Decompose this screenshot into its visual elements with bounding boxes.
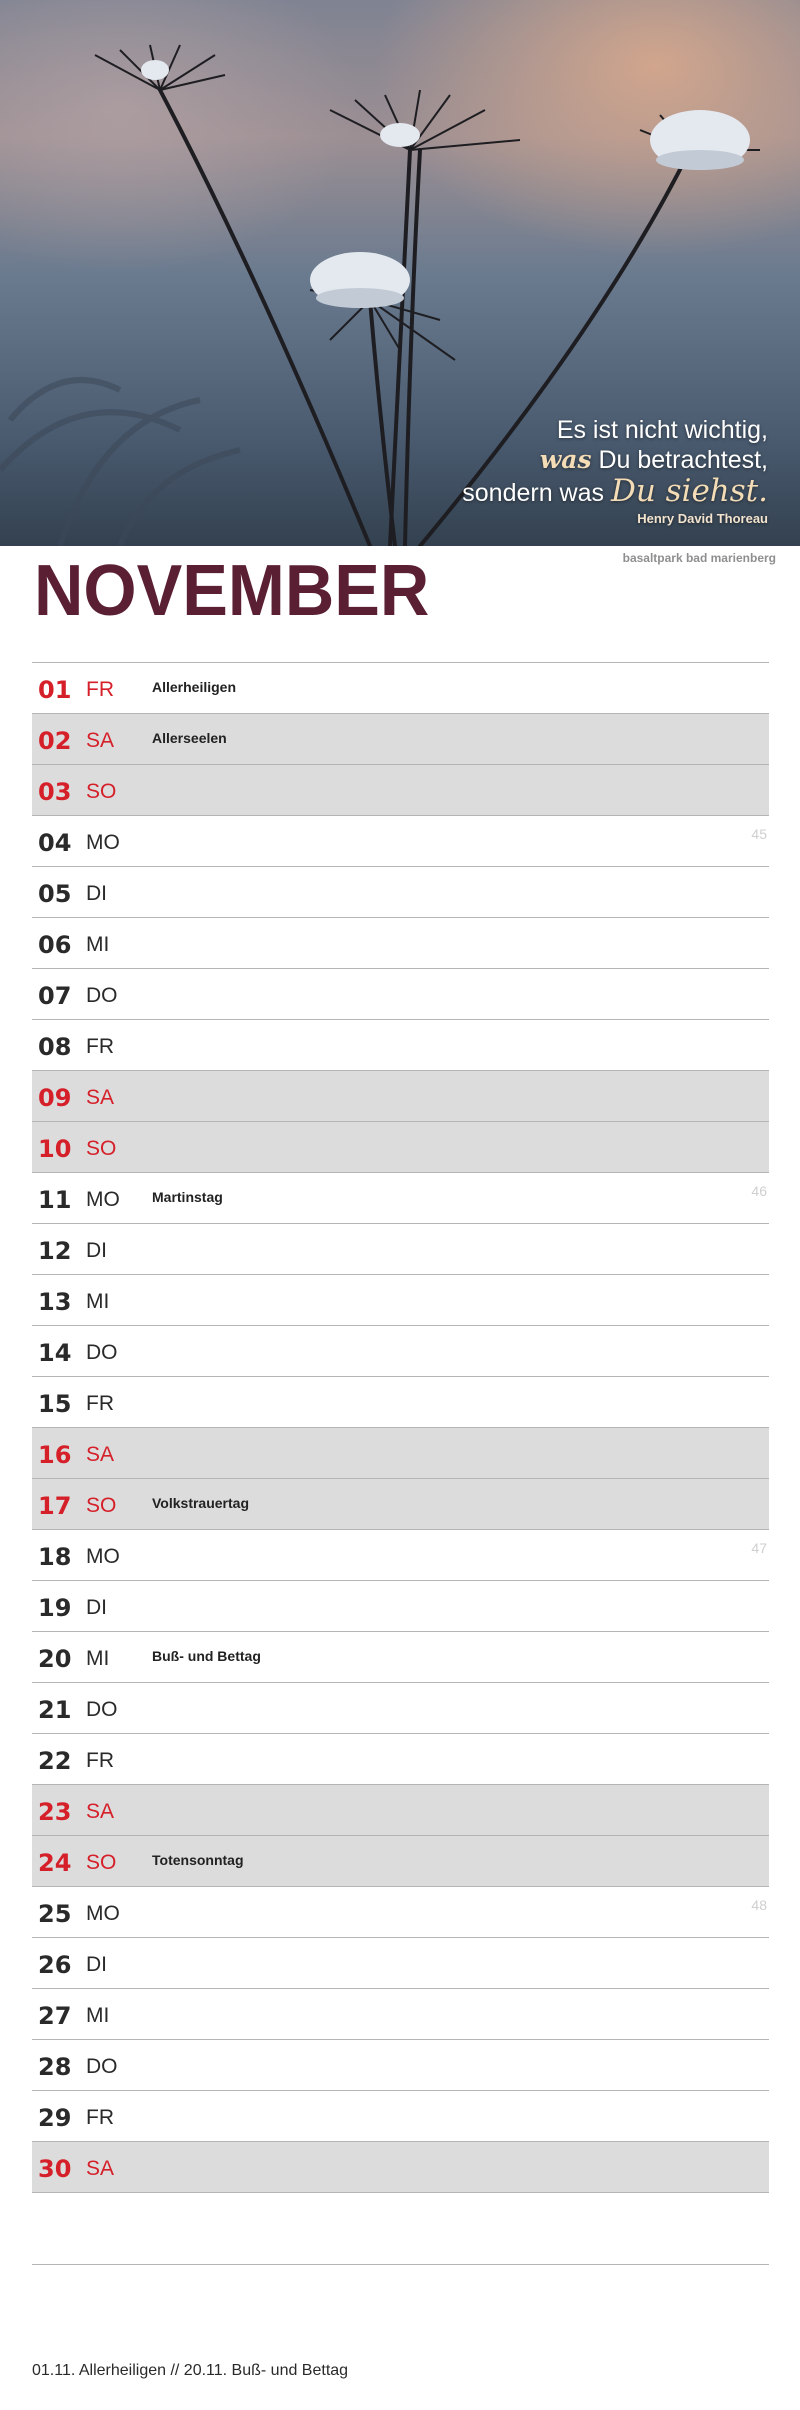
quote-block — [462, 415, 768, 526]
weekday-label: MO — [86, 831, 120, 854]
day-number: 03 — [38, 778, 72, 806]
holiday-label: Totensonntag — [152, 1852, 244, 1868]
day-number: 01 — [38, 676, 72, 704]
weekday-label: FR — [86, 1749, 114, 1772]
calendar-row — [32, 1989, 769, 2040]
week-number: 45 — [751, 826, 767, 842]
weekday-label: MI — [86, 1647, 110, 1670]
day-number: 19 — [38, 1594, 72, 1622]
day-number: 08 — [38, 1033, 72, 1061]
week-number: 48 — [751, 1897, 767, 1913]
calendar-row — [32, 663, 769, 714]
footer-holidays: 01.11. Allerheiligen // 20.11. Buß- und Bettag — [32, 2362, 349, 2379]
weekday-label: SA — [86, 729, 115, 752]
holiday-label: Allerseelen — [152, 730, 227, 746]
weekday-label: MI — [86, 1290, 110, 1313]
weekday-label: MI — [86, 2004, 110, 2027]
notes-divider — [32, 2264, 769, 2265]
calendar-row — [32, 1173, 769, 1224]
day-number: 10 — [38, 1135, 72, 1163]
day-number: 24 — [38, 1849, 72, 1877]
day-number: 21 — [38, 1696, 72, 1724]
weekday-label: FR — [86, 1392, 114, 1415]
calendar-grid — [32, 662, 769, 2193]
day-number: 09 — [38, 1084, 72, 1112]
calendar-row — [32, 2142, 769, 2193]
day-number: 02 — [38, 727, 72, 755]
photo-location: basaltpark bad marienberg — [622, 551, 776, 565]
weekday-label: DO — [86, 984, 118, 1007]
weekday-label: DI — [86, 1953, 107, 1976]
weekday-label: DO — [86, 1341, 118, 1364]
calendar-row — [32, 1836, 769, 1887]
day-number: 17 — [38, 1492, 72, 1520]
day-number: 05 — [38, 880, 72, 908]
calendar-row — [32, 1428, 769, 1479]
day-number: 06 — [38, 931, 72, 959]
weekday-label: DI — [86, 882, 107, 905]
quote-author: Henry David Thoreau — [637, 511, 768, 526]
holiday-label: Martinstag — [152, 1189, 223, 1205]
weekday-label: MO — [86, 1902, 120, 1925]
quote-accent-was: was — [539, 445, 592, 474]
weekday-label: SA — [86, 2157, 115, 2180]
calendar-row — [32, 1785, 769, 1836]
day-number: 07 — [38, 982, 72, 1010]
calendar-row — [32, 1479, 769, 1530]
quote-line-3-text: sondern was — [462, 479, 611, 507]
calendar-row — [32, 1683, 769, 1734]
calendar-row — [32, 1377, 769, 1428]
weekday-label: MI — [86, 933, 110, 956]
calendar-row — [32, 2040, 769, 2091]
calendar-row — [32, 1224, 769, 1275]
weekday-label: FR — [86, 678, 114, 701]
calendar-row — [32, 816, 769, 867]
holiday-label: Volkstrauertag — [152, 1495, 249, 1511]
month-title: NOVEMBER — [34, 551, 430, 631]
weekday-label: SO — [86, 1851, 117, 1874]
calendar-row — [32, 1938, 769, 1989]
holiday-label: Buß- und Bettag — [152, 1648, 261, 1664]
calendar-row — [32, 1275, 769, 1326]
calendar-row — [32, 1326, 769, 1377]
weekday-label: FR — [86, 1035, 114, 1058]
day-number: 15 — [38, 1390, 72, 1418]
weekday-label: MO — [86, 1545, 120, 1568]
quote-line-2-text: Du betrachtest, — [591, 446, 768, 474]
weekday-label: SO — [86, 780, 117, 803]
calendar-row — [32, 714, 769, 765]
day-number: 27 — [38, 2002, 72, 2030]
day-number: 13 — [38, 1288, 72, 1316]
weekday-label: DI — [86, 1596, 107, 1619]
calendar-row — [32, 1632, 769, 1683]
day-number: 04 — [38, 829, 72, 857]
calendar-row — [32, 1530, 769, 1581]
week-number: 47 — [751, 1540, 767, 1556]
weekday-label: FR — [86, 2106, 114, 2129]
day-number: 18 — [38, 1543, 72, 1571]
weekday-label: SO — [86, 1137, 117, 1160]
day-number: 29 — [38, 2104, 72, 2132]
day-number: 30 — [38, 2155, 72, 2183]
calendar-row — [32, 1122, 769, 1173]
day-number: 25 — [38, 1900, 72, 1928]
weekday-label: DO — [86, 1698, 118, 1721]
quote-line-1: Es ist nicht wichtig, — [556, 416, 768, 444]
day-number: 26 — [38, 1951, 72, 1979]
day-number: 22 — [38, 1747, 72, 1775]
weekday-label: DO — [86, 2055, 118, 2078]
calendar-row — [32, 1887, 769, 1938]
calendar-row — [32, 918, 769, 969]
day-number: 28 — [38, 2053, 72, 2081]
weekday-label: DI — [86, 1239, 107, 1262]
calendar-row — [32, 969, 769, 1020]
weekday-label: SA — [86, 1443, 115, 1466]
calendar-row — [32, 1581, 769, 1632]
day-number: 12 — [38, 1237, 72, 1265]
calendar-row — [32, 867, 769, 918]
quote-line-2 — [462, 445, 768, 475]
day-number: 11 — [38, 1186, 72, 1214]
week-number: 46 — [751, 1183, 767, 1199]
weekday-label: MO — [86, 1188, 120, 1211]
weekday-label: SA — [86, 1800, 115, 1823]
calendar-row — [32, 2091, 769, 2142]
weekday-label: SA — [86, 1086, 115, 1109]
day-number: 14 — [38, 1339, 72, 1367]
calendar-row — [32, 1734, 769, 1785]
quote-line-3 — [462, 475, 768, 509]
day-number: 23 — [38, 1798, 72, 1826]
holiday-label: Allerheiligen — [152, 679, 237, 695]
calendar-row — [32, 1020, 769, 1071]
day-number: 20 — [38, 1645, 72, 1673]
calendar-row — [32, 1071, 769, 1122]
day-number: 16 — [38, 1441, 72, 1469]
quote-accent-siehst: Du siehst. — [610, 473, 768, 509]
weekday-label: SO — [86, 1494, 117, 1517]
calendar-row — [32, 765, 769, 816]
